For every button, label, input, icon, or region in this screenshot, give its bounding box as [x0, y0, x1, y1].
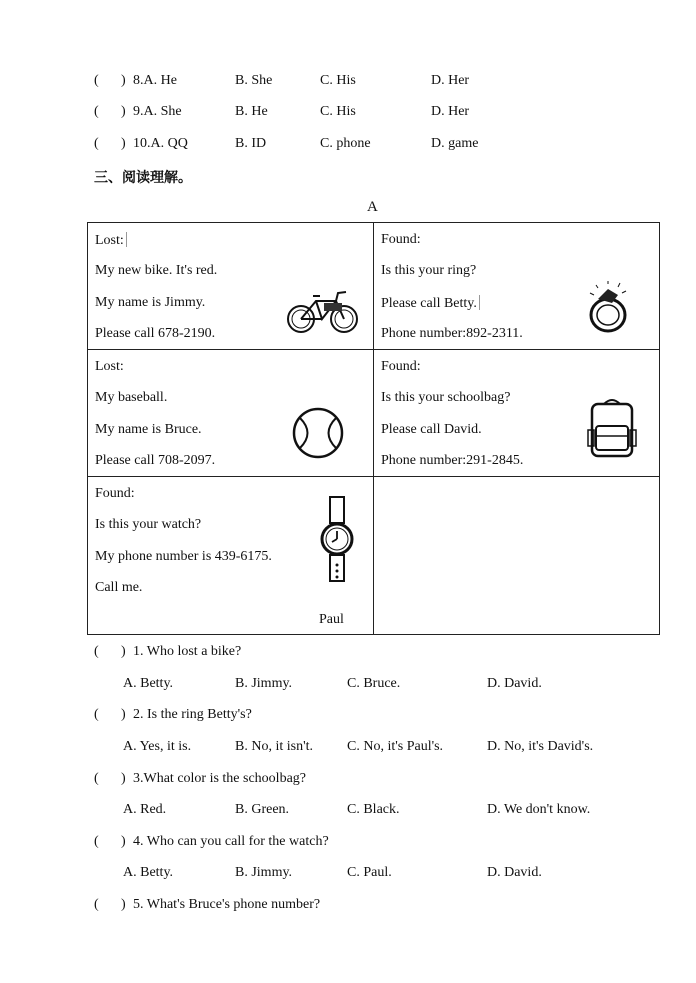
option-c: C. No, it's Paul's. — [347, 739, 444, 754]
notice-line: Please call Betty. — [381, 296, 477, 311]
option-a: A. Red. — [123, 802, 167, 817]
option-b: B. ID — [235, 136, 267, 151]
notice-lost-bike — [88, 223, 374, 350]
notice-found-schoolbag — [374, 350, 660, 477]
option-d: D. game — [431, 136, 479, 151]
notice-heading: Found: — [381, 359, 421, 374]
notice-line: Please call 678-2190. — [95, 326, 216, 341]
ring-icon — [582, 279, 634, 335]
baseball-icon — [291, 406, 345, 460]
answer-paren-open[interactable]: ( — [94, 73, 99, 88]
option-b: B. Jimmy. — [235, 676, 293, 691]
answer-paren-close: ) — [121, 73, 126, 88]
notice-line: Please call David. — [381, 422, 482, 437]
option-c: C. phone — [320, 136, 371, 151]
option-d: D. David. — [487, 676, 542, 691]
notice-heading: Found: — [381, 232, 421, 247]
notice-found-watch — [88, 477, 374, 635]
empty-cell — [374, 477, 660, 635]
answer-paren-open[interactable]: ( — [94, 104, 99, 119]
option-c: C. Black. — [347, 802, 400, 817]
option-b: B. No, it isn't. — [235, 739, 313, 754]
notice-line: My new bike. It's red. — [95, 263, 218, 278]
answer-paren-open[interactable]: ( — [94, 897, 99, 912]
option-d: D. Her — [431, 73, 470, 88]
notice-line: My baseball. — [95, 390, 168, 405]
notice-line: My name is Jimmy. — [95, 295, 206, 310]
option-b: B. Jimmy. — [235, 865, 293, 880]
option-a: A. Yes, it is. — [123, 739, 192, 754]
notice-line: Phone number:291-2845. — [381, 453, 524, 468]
answer-paren-close: ) — [121, 834, 126, 849]
answer-paren-open[interactable]: ( — [94, 644, 99, 659]
notice-heading: Lost: — [95, 359, 124, 374]
question-option-a: 9.A. She — [133, 104, 182, 119]
option-b: B. She — [235, 73, 273, 88]
notice-line: Call me. — [95, 580, 143, 595]
answer-paren-open[interactable]: ( — [94, 771, 99, 786]
notices-table — [87, 222, 660, 635]
option-d: D. We don't know. — [487, 802, 591, 817]
watch-icon — [317, 495, 357, 585]
question-option-a: 8.A. He — [133, 73, 177, 88]
question-stem: 4. Who can you call for the watch? — [133, 834, 329, 849]
answer-paren-close: ) — [121, 644, 126, 659]
answer-paren-open[interactable]: ( — [94, 136, 99, 151]
notice-line: Phone number:892-2311. — [381, 326, 523, 341]
notice-line: Is this your schoolbag? — [381, 390, 511, 405]
answer-paren-open[interactable]: ( — [94, 834, 99, 849]
answer-paren-close: ) — [121, 897, 126, 912]
option-a: A. Betty. — [123, 676, 174, 691]
notice-found-ring — [374, 223, 660, 350]
answer-paren-close: ) — [121, 136, 126, 151]
answer-paren-close: ) — [121, 104, 126, 119]
question-stem: 5. What's Bruce's phone number? — [133, 897, 321, 912]
answer-paren-close: ) — [121, 707, 126, 722]
schoolbag-icon — [586, 396, 638, 460]
option-d: D. Her — [431, 104, 470, 119]
option-c: C. Bruce. — [347, 676, 401, 691]
notice-line: My name is Bruce. — [95, 422, 202, 437]
notice-line: My phone number is 439-6175. — [95, 549, 272, 564]
notice-lost-baseball — [88, 350, 374, 477]
notice-line: Is this your watch? — [95, 517, 202, 532]
notice-line: Is this your ring? — [381, 263, 477, 278]
option-c: C. His — [320, 104, 356, 119]
bike-icon — [286, 285, 360, 335]
notice-signature: Paul — [319, 612, 344, 627]
option-d: D. No, it's David's. — [487, 739, 594, 754]
notice-heading: Lost: — [95, 233, 124, 248]
question-option-a: 10.A. QQ — [133, 136, 188, 151]
notice-heading: Found: — [95, 486, 135, 501]
question-stem: 2. Is the ring Betty's? — [133, 707, 252, 722]
section-title: 三、阅读理解。 — [94, 170, 192, 186]
answer-paren-open[interactable]: ( — [94, 707, 99, 722]
option-d: D. David. — [487, 865, 542, 880]
answer-paren-close: ) — [121, 771, 126, 786]
notice-line: Please call 708-2097. — [95, 453, 216, 468]
question-stem: 1. Who lost a bike? — [133, 644, 242, 659]
option-c: C. Paul. — [347, 865, 392, 880]
option-b: B. Green. — [235, 802, 290, 817]
option-c: C. His — [320, 73, 356, 88]
question-stem: 3.What color is the schoolbag? — [133, 771, 307, 786]
option-a: A. Betty. — [123, 865, 174, 880]
option-b: B. He — [235, 104, 268, 119]
passage-label: A — [367, 199, 378, 215]
